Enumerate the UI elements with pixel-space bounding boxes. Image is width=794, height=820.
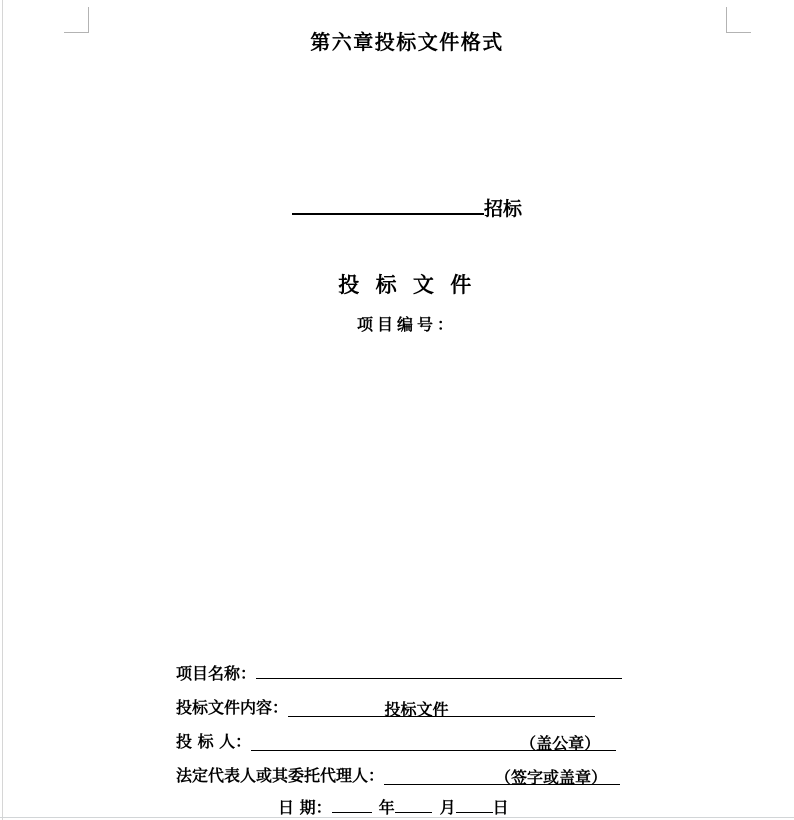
signature-form — [176, 659, 622, 820]
project-name-label: 项目名称： — [176, 664, 257, 683]
form-row-legal-rep — [176, 765, 622, 786]
date-year-blank[interactable] — [332, 793, 372, 813]
date-label: 日 期： — [278, 798, 332, 817]
project-name-blank[interactable] — [256, 659, 622, 679]
year-label: 年 — [378, 798, 395, 817]
bid-content-blank[interactable] — [288, 697, 595, 717]
tender-name-blank[interactable] — [292, 195, 484, 215]
tender-suffix-label: 招标 — [483, 198, 522, 220]
date-day-blank[interactable] — [456, 793, 493, 813]
signature-or-seal-note: （签字或盖章） — [495, 768, 608, 787]
bid-content-label: 投标文件内容： — [176, 698, 289, 717]
text-boundary-mark-top-left — [64, 7, 89, 33]
text-boundary-mark-top-right — [726, 7, 751, 33]
bidder-label: 投 标 人： — [176, 732, 252, 751]
month-label: 月 — [439, 798, 456, 817]
legal-rep-blank[interactable] — [384, 765, 620, 785]
project-number-label: 项目编号： — [356, 315, 457, 334]
day-label: 日 — [492, 798, 509, 817]
chapter-title: 第六章投标文件格式 — [310, 30, 504, 54]
legal-rep-label: 法定代表人或其委托代理人： — [176, 766, 385, 785]
page-left-edge — [2, 0, 3, 820]
form-row-bid-content — [176, 697, 622, 718]
bid-content-value: 投标文件 — [384, 700, 449, 719]
form-row-date — [278, 793, 622, 818]
form-row-bidder — [176, 731, 622, 752]
official-seal-note: （盖公章） — [520, 734, 601, 753]
date-month-blank[interactable] — [395, 793, 432, 813]
document-title: 投 标 文 件 — [338, 273, 476, 297]
tender-title-line — [88, 195, 726, 220]
bidder-blank[interactable] — [251, 731, 616, 751]
form-row-project-name — [176, 659, 622, 684]
